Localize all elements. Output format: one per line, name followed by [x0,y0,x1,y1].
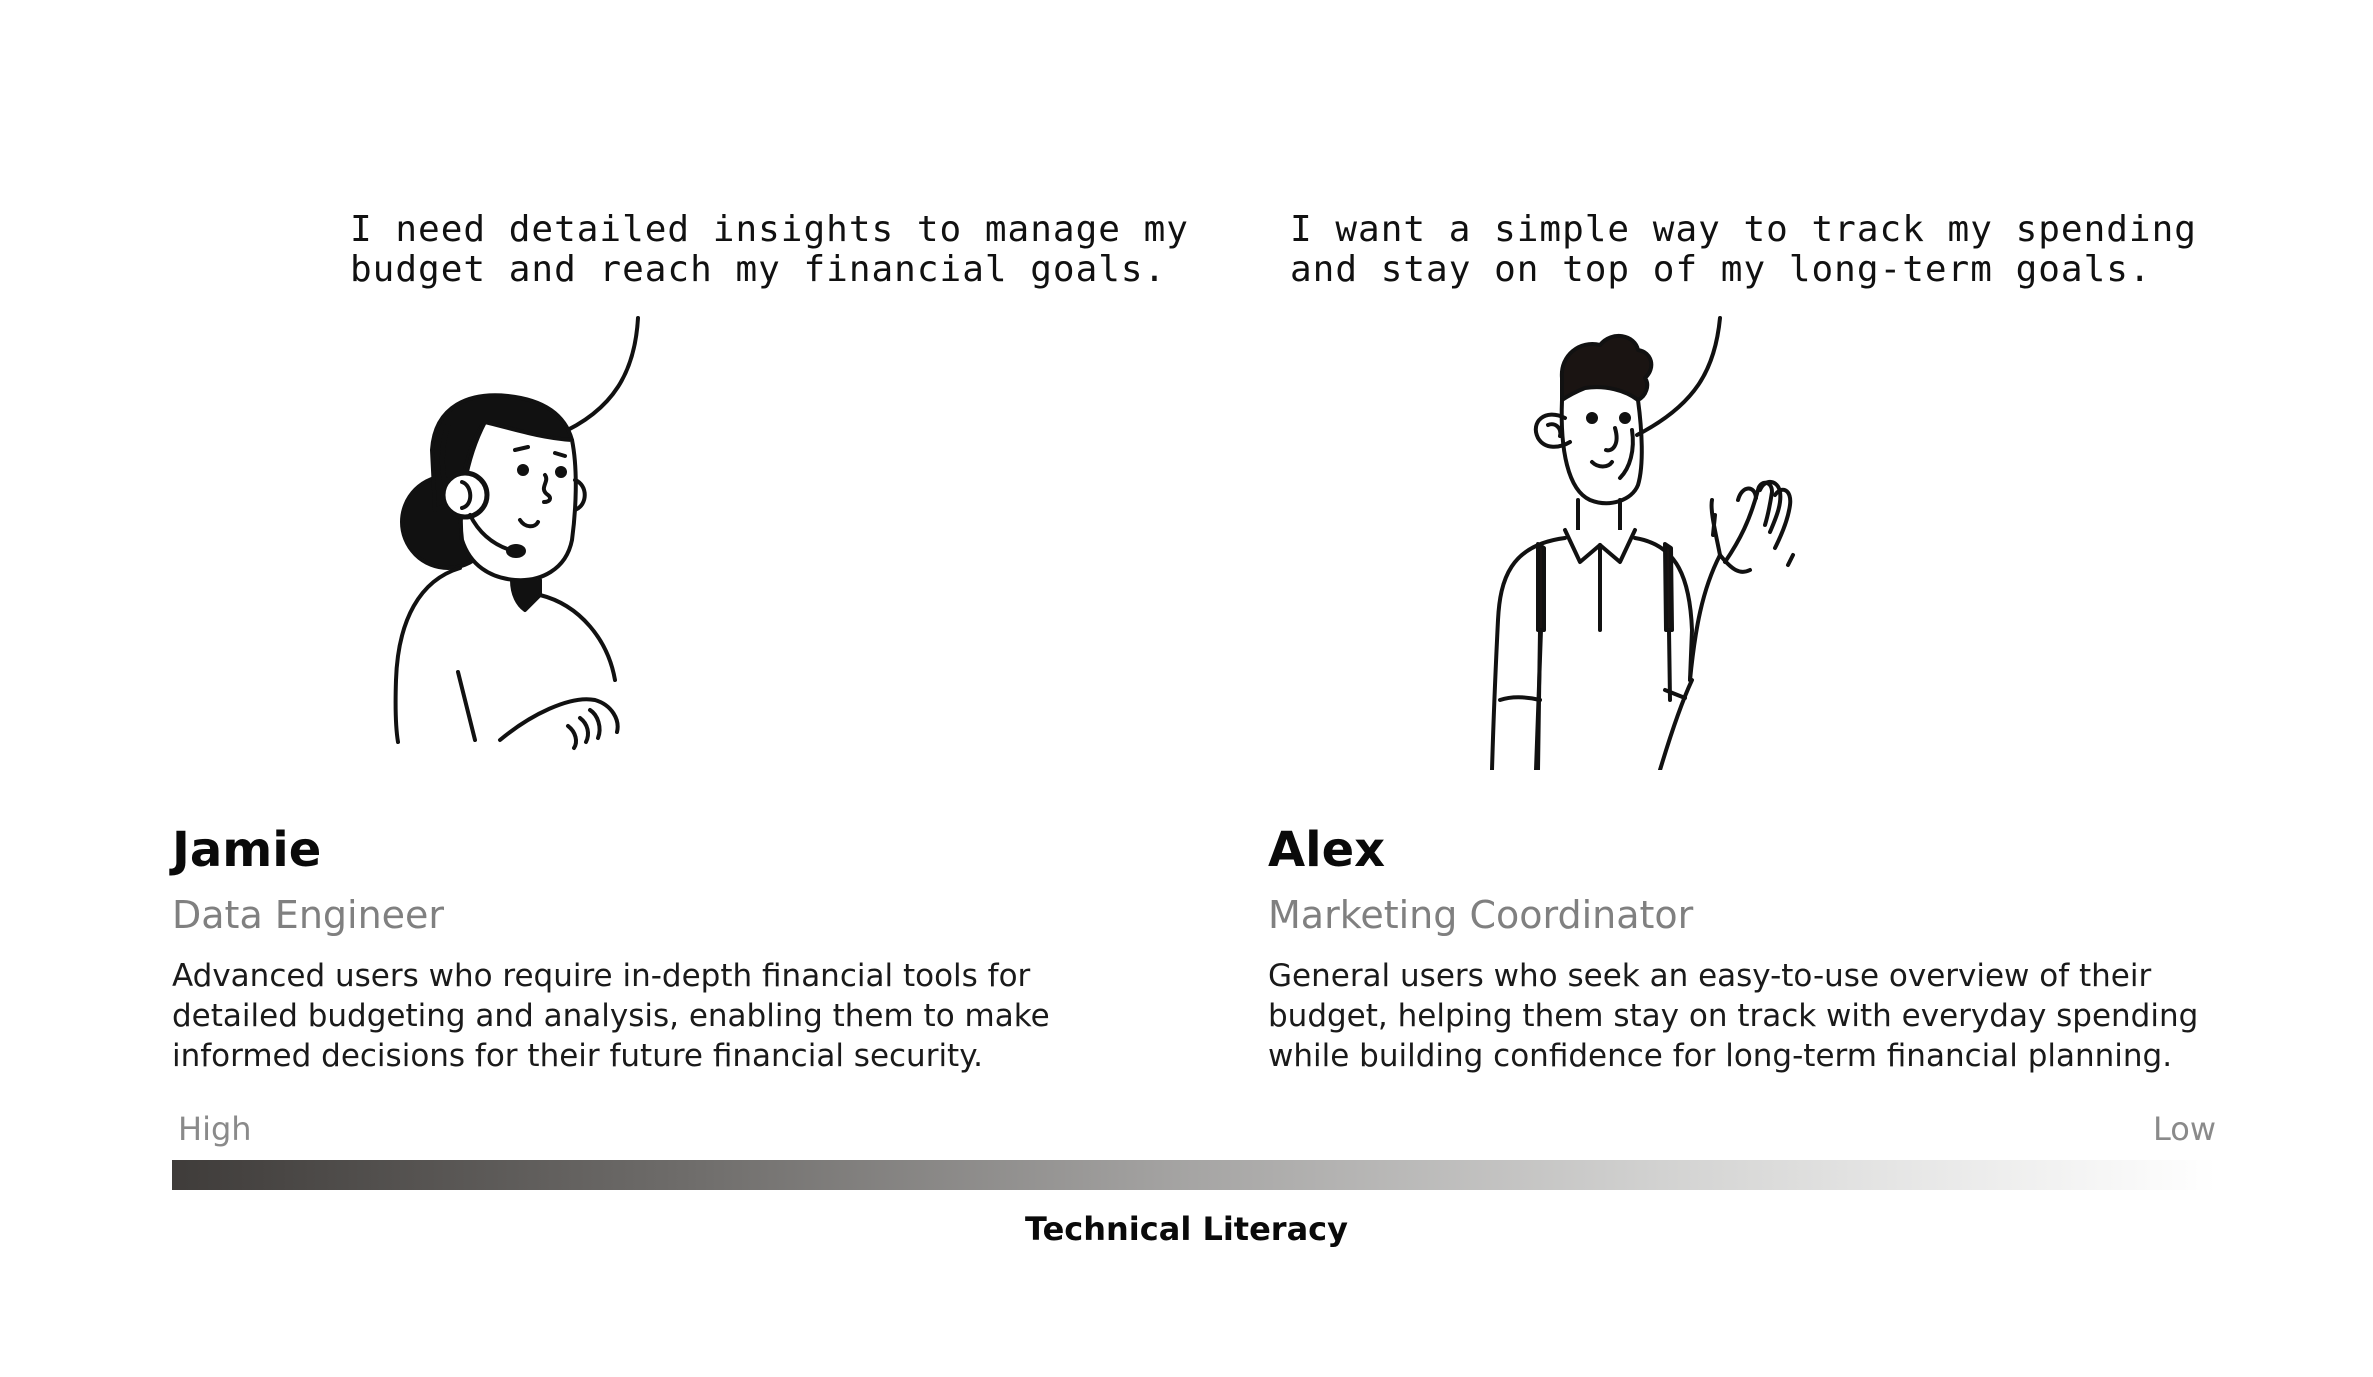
quote-line: budget and reach my financial goals. [350,249,1167,290]
description-line: while building confidence for long-term financial planning. [1268,1038,2173,1074]
description-line: informed decisions for their future financial security. [172,1038,983,1074]
persona-name: Alex [1268,822,1386,878]
speech-tail-icon [1637,318,1720,435]
scale-high-label: High [178,1110,252,1148]
persona-card-jamie [172,820,1132,1076]
description-line: detailed budgeting and analysis, enabling them to make [172,998,1050,1034]
quote-alex [1290,210,2197,290]
quote-jamie [350,210,1189,290]
speech-tail-icon [557,318,638,435]
persona-role: Data Engineer [172,893,445,937]
description-line: Advanced users who require in-depth financial tools for [172,958,1031,994]
quote-line: I need detailed insights to manage my [350,209,1189,250]
woman-with-headset-icon [340,300,670,760]
persona-card-alex [1268,820,2228,1076]
persona-role: Marketing Coordinator [1268,893,1694,937]
persona-description [1268,956,2228,1076]
persona-description [172,956,1132,1076]
quote-line: I want a simple way to track my spending [1290,209,2197,250]
persona-name: Jamie [172,822,322,878]
scale-low-label: Low [2152,1110,2216,1148]
technical-literacy-gradient-bar [172,1160,2216,1190]
description-line: General users who seek an easy-to-use overview of their [1268,958,2152,994]
scale-title: Technical Literacy [1024,1210,1348,1248]
description-line: budget, helping them stay on track with everyday spending [1268,998,2199,1034]
quote-line: and stay on top of my long-term goals. [1290,249,2152,290]
man-waving-icon [1420,300,1880,770]
